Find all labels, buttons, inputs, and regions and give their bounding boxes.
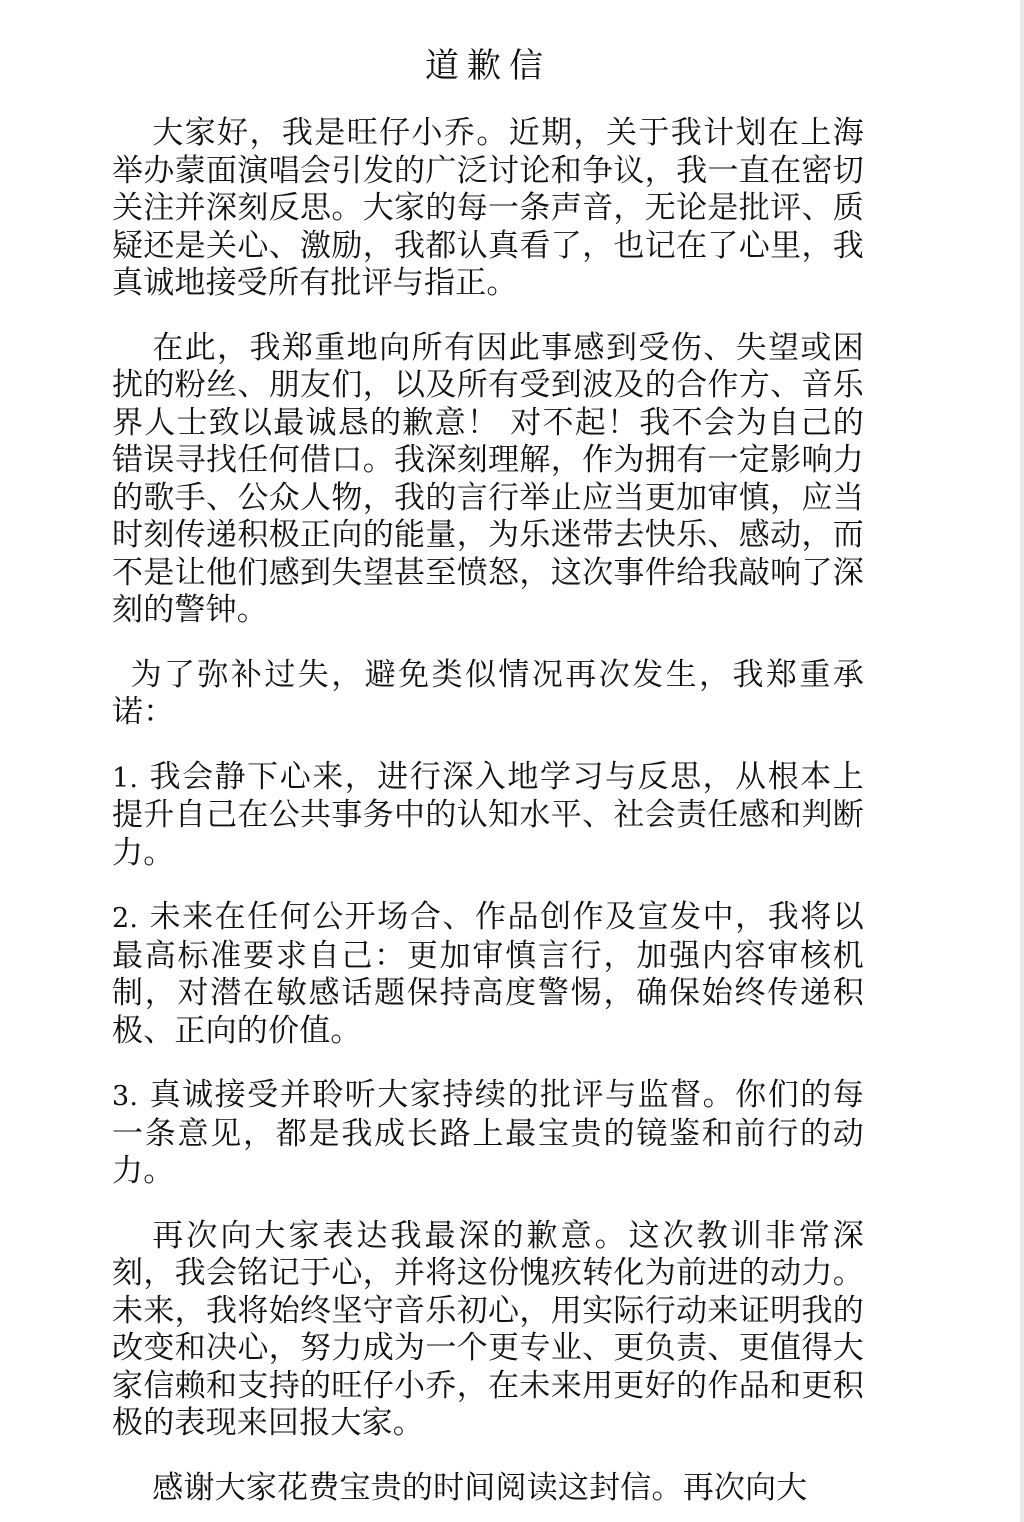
paragraph-thanks: 感谢大家花费宝贵的时间阅读这封信。再次向大 <box>152 1469 808 1506</box>
commitment-item-1 <box>112 759 864 873</box>
paragraph-commitment-intro: 为了弥补过失，避免类似情况再次发生，我郑重承诺： <box>112 656 864 730</box>
letter-title: 道歉信 <box>425 46 551 86</box>
commitment-number: 3. <box>112 1081 139 1112</box>
commitment-item-3 <box>112 1077 864 1191</box>
commitment-number: 1. <box>112 762 139 794</box>
commitment-text: 我会静下心来，进行深入地学习与反思，从根本上提升自己在公共事务中的认知水平、社会责任感和判断力。 <box>112 758 864 871</box>
commitment-number: 2. <box>112 903 139 934</box>
page-edge-divider <box>1020 0 1024 1522</box>
paragraph-greeting: 大家好，我是旺仔小乔。近期，关于我计划在上海举办蒙面演唱会引发的广泛讨论和争议，我一直在密切关注并深刻反思。大家的每一条声音，无论是批评、质疑还是关心、激励，我都认真看了，也记在了心里，我真诚地接受所有批评与指正。 <box>112 115 864 301</box>
paragraph-apology: 在此，我郑重地向所有因此事感到受伤、失望或困扰的粉丝、朋友们，以及所有受到波及的合作方、音乐界人士致以最诚恳的歉意！ 对不起！我不会为自己的错误寻找任何借口。我深刻理解，作为拥有一定影响力的歌手、公众人物，我的言行举止应当更加审慎，应当时刻传递积极正向的能量，为乐迷带去快乐、感动，而不是让他们感到失望甚至愤怒，这次事件给我敲响了深刻的警钟。 <box>112 329 864 628</box>
paragraph-closing: 再次向大家表达我最深的歉意。这次教训非常深刻，我会铭记于心，并将这份愧疚转化为前进的动力。未来，我将始终坚守音乐初心，用实际行动来证明我的改变和决心，努力成为一个更专业、更负责、更值得大家信赖和支持的旺仔小乔，在未来用更好的作品和更积极的表现来回报大家。 <box>112 1217 864 1441</box>
apology-letter <box>112 40 864 1522</box>
commitment-item-2 <box>112 899 864 1050</box>
commitment-text: 真诚接受并聆听大家持续的批评与监督。你们的每一条意见，都是我成长路上最宝贵的镜鉴和前行的动力。 <box>112 1077 864 1189</box>
commitment-text: 未来在任何公开场合、作品创作及宣发中，我将以最高标准要求自己：更加审慎言行，加强内容审核机制，对潜在敏感话题保持高度警惕，确保始终传递积极、正向的价值。 <box>112 899 864 1049</box>
